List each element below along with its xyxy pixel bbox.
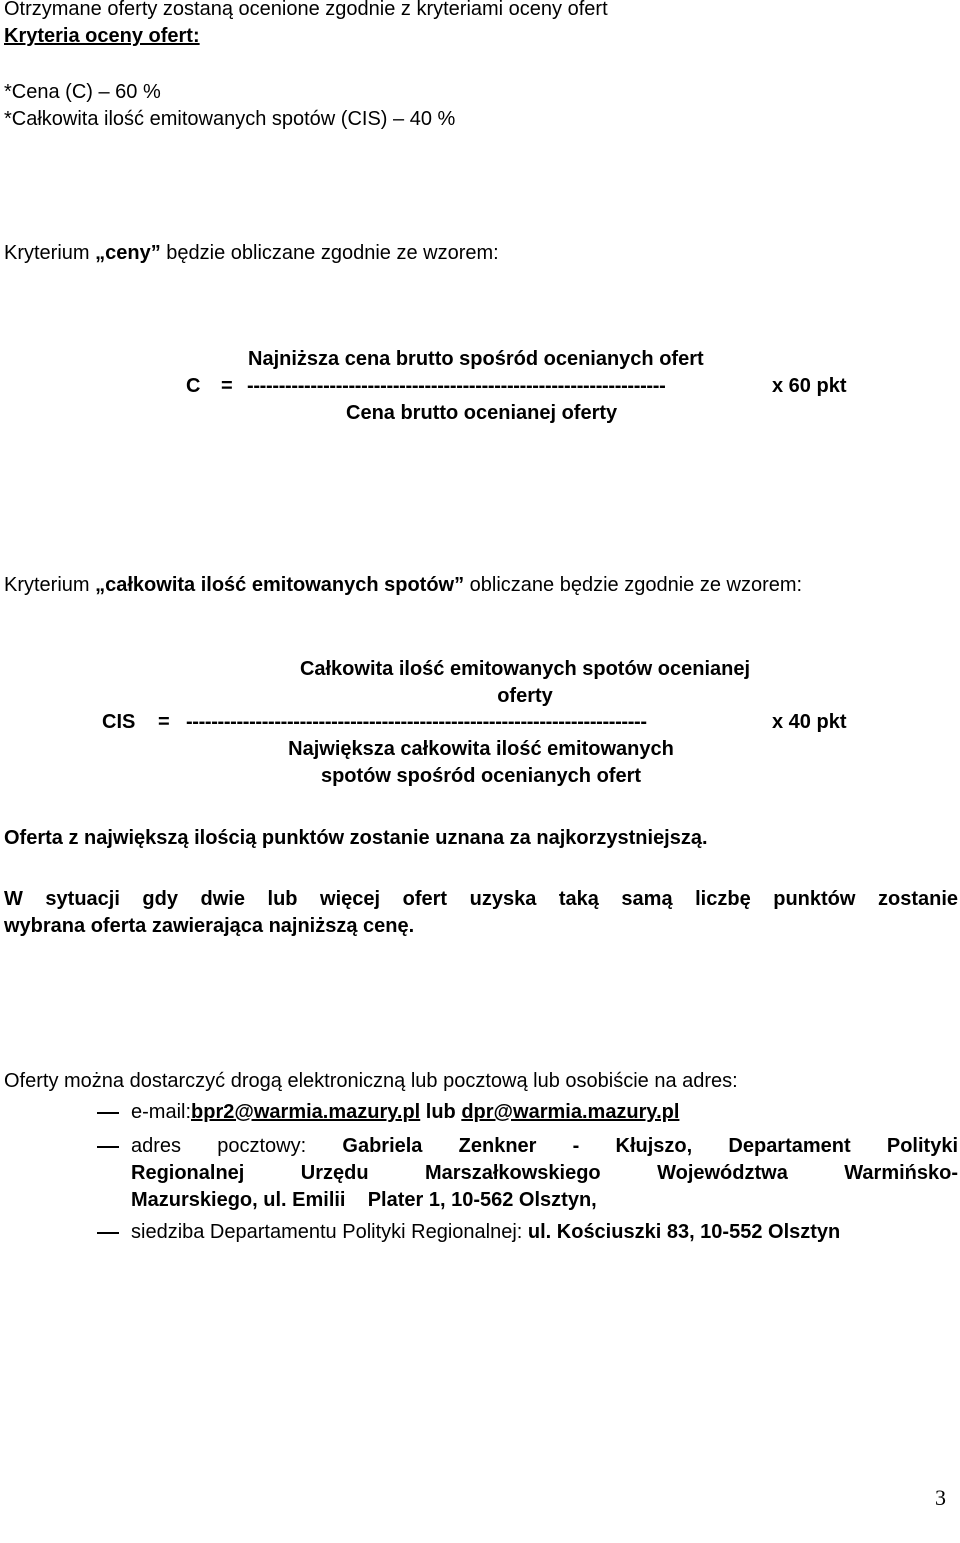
price-equals: = — [221, 375, 233, 397]
price-multiplier: x 60 pkt — [772, 375, 847, 397]
criteria-spots: *Całkowita ilość emitowanych spotów (CIS) – 40 % — [4, 108, 456, 130]
spots-denominator-line-2: spotów spośród ocenianych ofert — [320, 765, 642, 787]
postal-address-line-1: adres pocztowy: Gabriela Zenkner - Kłujszo, Departament Polityki — [131, 1135, 959, 1157]
spots-symbol: CIS — [102, 711, 136, 733]
postal-address-line-3: Mazurskiego, ul. Emilii Plater 1, 10-562 Olsztyn, — [131, 1189, 597, 1211]
spots-equals: = — [158, 711, 170, 733]
tie-rule-line-1: W sytuacji gdy dwie lub więcej ofert uzyska taką samą liczbę punktów zostanie — [4, 888, 958, 910]
criteria-heading: Kryteria oceny ofert: — [4, 25, 200, 47]
email-link-2[interactable]: dpr@warmia.mazury.pl — [461, 1101, 680, 1123]
price-fraction-bar: ------------------------------------------------------------------ — [247, 375, 666, 397]
postal-address-line-2: Regionalnej Urzędu Marszałkowskiego Województwa Warmińsko- — [131, 1162, 958, 1184]
spots-numerator-line-1: Całkowita ilość emitowanych spotów ocenianej — [299, 658, 751, 680]
criteria-price: *Cena (C) – 60 % — [4, 81, 161, 103]
price-intro: Kryterium „ceny” będzie obliczane zgodnie ze wzorem: — [4, 242, 499, 264]
best-offer-rule: Oferta z największą ilością punktów zostanie uznana za najkorzystniejszą. — [4, 827, 708, 849]
intro-line: Otrzymane oferty zostaną ocenione zgodnie z kryteriami oceny ofert — [4, 0, 608, 20]
office-address: siedziba Departamentu Polityki Regionalnej: ul. Kościuszki 83, 10-552 Olsztyn — [131, 1221, 841, 1243]
page-number: 3 — [935, 1485, 946, 1510]
spots-fraction-bar: ------------------------------------------------------------------------- — [186, 711, 647, 733]
spots-numerator-line-2: oferty — [497, 685, 553, 707]
dash-bullet-icon — [97, 1112, 119, 1114]
delivery-email: e-mail:bpr2@warmia.mazury.pl lub dpr@warmia.mazury.pl — [131, 1101, 680, 1123]
dash-bullet-icon — [97, 1232, 119, 1234]
spots-denominator-line-1: Największa całkowita ilość emitowanych — [288, 738, 674, 760]
price-symbol: C — [186, 375, 201, 397]
spots-multiplier: x 40 pkt — [772, 711, 847, 733]
spots-intro: Kryterium „całkowita ilość emitowanych spotów” obliczane będzie zgodnie ze wzorem: — [4, 574, 803, 596]
tie-rule-line-2: wybrana oferta zawierająca najniższą cenę. — [4, 915, 415, 937]
email-link-1[interactable]: bpr2@warmia.mazury.pl — [191, 1101, 421, 1123]
dash-bullet-icon — [97, 1146, 119, 1148]
price-denominator: Cena brutto ocenianej oferty — [346, 402, 618, 424]
delivery-intro: Oferty można dostarczyć drogą elektroniczną lub pocztową lub osobiście na adres: — [4, 1070, 738, 1092]
price-numerator: Najniższa cena brutto spośród ocenianych ofert — [248, 348, 704, 370]
